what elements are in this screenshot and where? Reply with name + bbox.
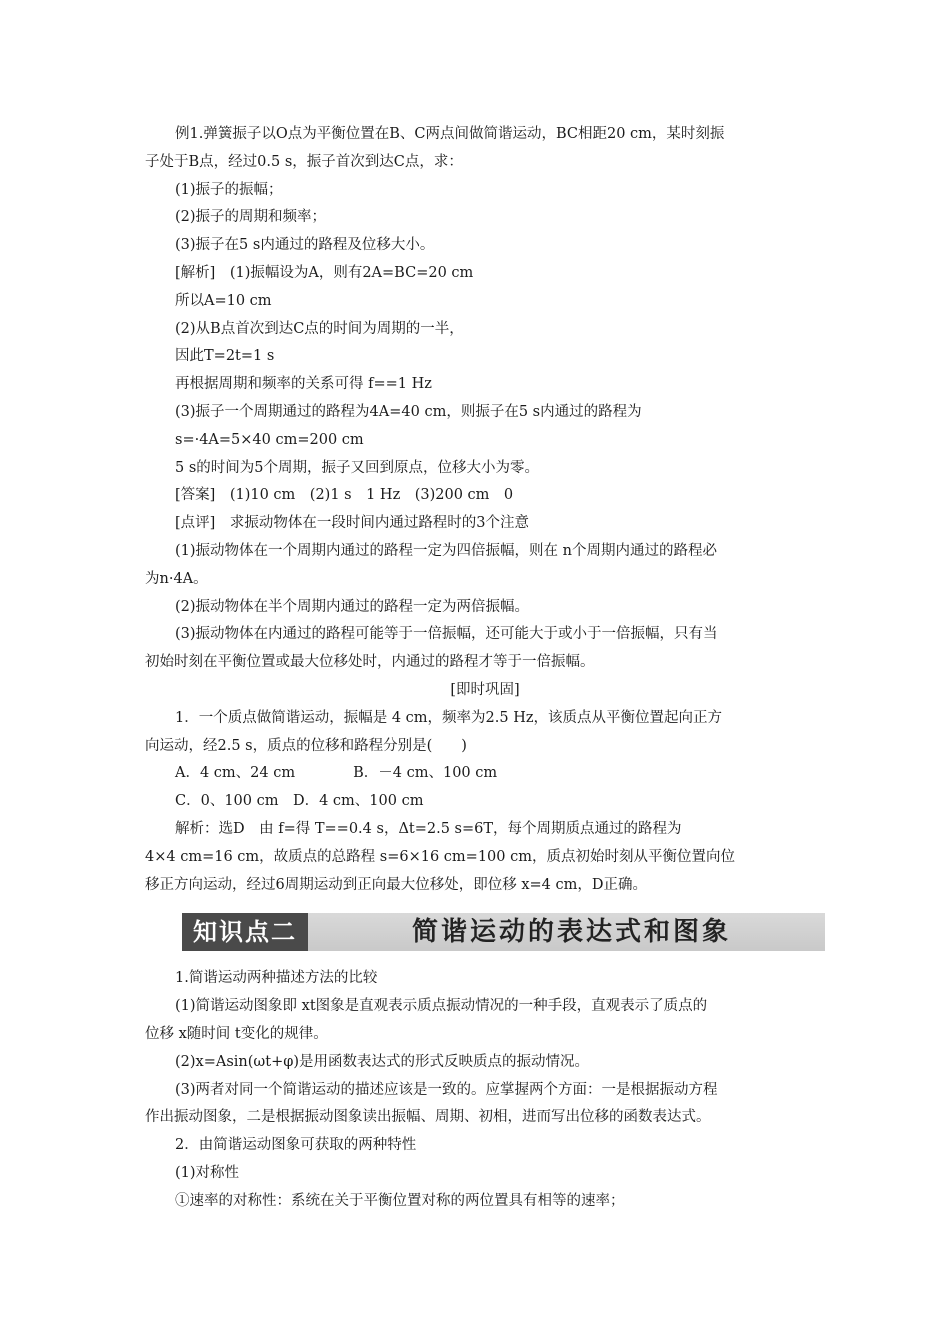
text-line: 5 s的时间为5个周期，振子又回到原点，位移大小为零。 [175,459,539,476]
text-line: (2)从B点首次到达C点的时间为周期的一半， [175,320,464,337]
text-line: 1.简谐运动两种描述方法的比较 [175,970,378,987]
text-line: (1)简谐运动图象即 xt图象是直观表示质点振动情况的一种手段，直观表示了质点的 [175,998,708,1015]
text-line: (1)对称性 [175,1164,240,1181]
text-line: 2．由简谐运动图象可获取的两种特性 [175,1137,417,1154]
text-line: 作出振动图象，二是根据振动图象读出振幅、周期、初相，进而写出位移的函数表达式。 [145,1109,711,1126]
text-line: ①速率的对称性：系统在关于平衡位置对称的两位置具有相等的速率； [175,1192,625,1209]
example-section [145,121,825,899]
text-line: (1)振动物体在一个周期内通过的路程一定为四倍振幅，则在 n个周期内通过的路程必 [175,542,717,559]
section-tag: 知识点二 [182,913,308,951]
text-line: 解析：选D 由 f=得 T==0.4 s，Δt=2.5 s=6T，每个周期质点通过的路程为 [175,820,682,837]
text-line: [解析] (1)振幅设为A，则有2A=BC=20 cm [175,264,474,281]
text-line: 因此T=2t=1 s [175,348,275,365]
text-line: (2)振子的周期和频率； [175,209,327,226]
text-line: 再根据周期和频率的关系可得 f==1 Hz [175,376,432,393]
text-line: (2)x=Asin(ωt+φ)是用函数表达式的形式反映质点的振动情况。 [175,1053,590,1070]
text-line: (3)振子一个周期通过的路程为4A=40 cm，则振子在5 s内通过的路程为 [175,403,642,420]
text-line: 向运动，经2.5 s，质点的位移和路程分别是( ) [145,737,467,754]
text-line: 4×4 cm=16 cm，故质点的总路程 s=6×16 cm=100 cm，质点初始时刻从平衡位置向位 [145,848,735,865]
text-line: [即时巩固] [450,681,520,698]
section-banner [182,913,825,951]
text-line: [点评] 求振动物体在一段时间内通过路程时的3个注意 [175,515,530,532]
text-line: 初始时刻在平衡位置或最大位移处时，内通过的路程才等于一倍振幅。 [145,654,595,671]
text-line: C．0、100 cm D．4 cm、100 cm [175,793,424,810]
text-line: [答案] (1)10 cm (2)1 s 1 Hz (3)200 cm 0 [175,487,514,504]
text-line: (1)振子的振幅； [175,181,283,198]
text-line: s=·4A=5×40 cm=200 cm [175,431,364,448]
document-body [145,121,825,1215]
text-line: (2)振动物体在半个周期内通过的路程一定为两倍振幅。 [175,598,530,615]
text-line: A．4 cm、24 cm B．－4 cm、100 cm [175,765,498,782]
text-line: 子处于B点，经过0.5 s，振子首次到达C点，求： [145,153,463,170]
text-line: 例1.弹簧振子以O点为平衡位置在B、C两点间做简谐运动，BC相距20 cm，某时刻振 [175,126,725,142]
knowledge-section [145,965,825,1215]
text-line: 移正方向运动，经过6周期运动到正向最大位移处，即位移 x=4 cm，D正确。 [145,876,647,893]
section-title: 简谐运动的表达式和图象 [412,917,732,948]
text-line: (3)两者对同一个简谐运动的描述应该是一致的。应掌握两个方面：一是根据振动方程 [175,1081,718,1098]
text-line: 为n·4A。 [145,570,208,587]
text-line: 1．一个质点做简谐运动，振幅是 4 cm，频率为2.5 Hz，该质点从平衡位置起向正方 [175,709,722,726]
text-line: (3)振动物体在内通过的路程可能等于一倍振幅，还可能大于或小于一倍振幅，只有当 [175,626,718,643]
text-line: (3)振子在5 s内通过的路程及位移大小。 [175,237,435,254]
text-line: 所以A=10 cm [175,292,272,309]
text-line: 位移 x随时间 t变化的规律。 [145,1025,328,1042]
